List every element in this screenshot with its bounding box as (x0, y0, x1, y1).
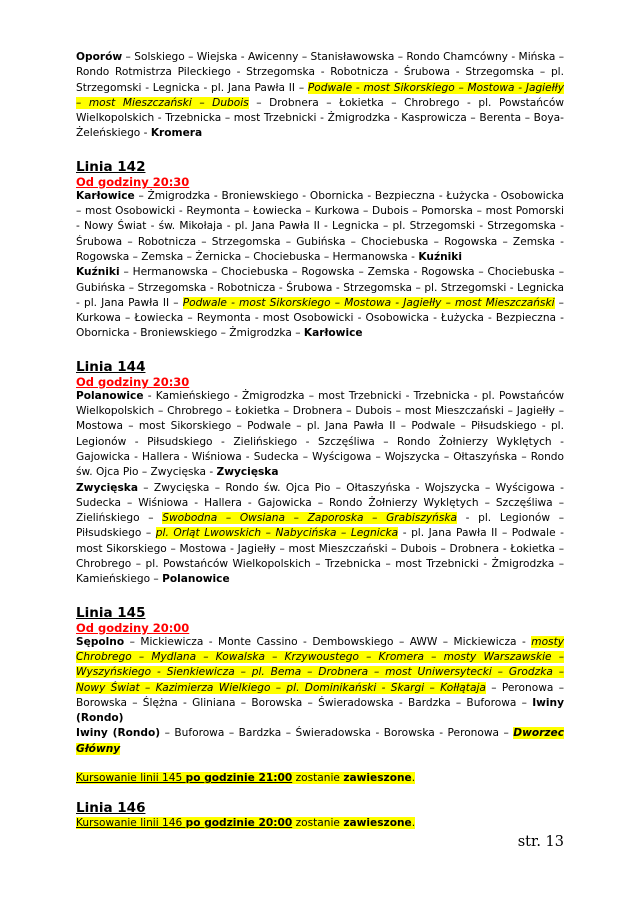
text-run: – Zwycięska – Rondo św. Ojca Pio – Ołtaszyńska - Wojszycka – Wyścigowa - Sudecka – Wiśniowa - Hallera - Gajowicka – Rondo Żołnierzy Wyklętych – Szczęśliwa – Zielińskiego – (76, 481, 564, 525)
text-run: zostanie (292, 817, 344, 830)
text-run: Oporów (76, 51, 123, 63)
route-paragraph (76, 189, 564, 265)
text-run: Polanowice (76, 389, 144, 402)
text-run: po godzinie 21:00 (185, 771, 293, 784)
text-run: Zwycięska (76, 481, 138, 494)
text-run: – Mickiewicza - Monte Cassino - Dembowskiego – AWW – Mickiewicza - (124, 635, 532, 648)
text-run: Zwycięska (216, 466, 279, 479)
line-title: Linia 144 (76, 358, 146, 375)
text-run: pl. Orląt Lwowskich – Nabycińska – Legnicka (155, 527, 399, 540)
text-run: zawieszone (343, 771, 412, 784)
text-run: – Kurkowa – Łowiecka – Reymonta - most Osobowicki - Osobowicka - Łużycka - Bezpieczna - Obornicka - Broniewskiego – Żmigrodzka – (76, 296, 564, 340)
route-paragraph (76, 50, 564, 142)
section-linia-142 (76, 159, 564, 342)
suspension-notice (76, 771, 564, 786)
text-run: Karłowice (303, 327, 363, 340)
text-run: Karłowice (76, 189, 135, 202)
section-linia-144 (76, 359, 564, 588)
suspension-notice (76, 816, 564, 831)
text-run: zostanie (292, 771, 344, 784)
text-run: Sępolno (76, 635, 125, 648)
route-paragraph (76, 265, 564, 341)
text-run: Kuźniki (418, 250, 462, 263)
text-run: Kursowanie linii 146 (76, 817, 186, 830)
text-run: - Kamieńskiego - Żmigrodzka – most Trzebnicki - Trzebnicka - pl. Powstańców Wielkopolskich – Chrobrego – Łokietka – Drobnera – Dubois – most Mieszczański – Jagiełły – Mostowa – most Sikorskiego – Podwale – pl. Jana Pawła II – Podwale – Piłsudskiego - pl. Legionów - Piłsudskiego - Zielińskiego - Szczęśliwa – Rondo Żołnierzy Wyklętych - Gajowicka - Hallera - Wiśniowa - Sudecka – Wyścigowa – Wojszycka – Ołtaszyńska – Rondo św. Ojca Pio – Zwycięska - (76, 389, 564, 479)
text-run: . (411, 817, 416, 830)
text-run: – Drobnera – Łokietka – Chrobrego - pl. Powstańców Wielkopolskich - Trzebnicka – most Trzebnicki - Żmigrodzka - Kasprowicza – Berenta – Boya-Żeleńskiego - (76, 96, 564, 140)
text-run: mosty Chrobrego – Mydlana – Kowalska – Krzywoustego – Kromera – mosty Warszawskie – Wyszyńskiego - Sienkiewicza – pl. Bema – Drobnera – most Uniwersytecki – Grodzka – Nowy Świat – Kazimierza Wielkiego – pl. Dominikański - Skargi – Kołłątaja (76, 635, 564, 694)
route-paragraph (76, 389, 564, 481)
route-paragraph (76, 726, 564, 757)
text-run: . (411, 771, 416, 784)
text-run: Swobodna – Owsiana – Zaporoska – Grabiszyńska (162, 512, 458, 525)
route-paragraph (76, 635, 564, 727)
line-title: Linia 146 (76, 800, 146, 817)
text-run: Podwale - most Sikorskiego – Mostowa - Jagiełły – most Mieszczański – Dubois (76, 81, 564, 109)
route-paragraph (76, 481, 564, 588)
text-run: zawieszone (343, 817, 412, 830)
section-top (76, 50, 564, 142)
text-run: Iwiny (Rondo) (76, 696, 564, 725)
line-title: Linia 145 (76, 604, 146, 621)
document-page (76, 50, 564, 832)
text-run: – Hermanowska – Chociebuska – Rogowska – Zemska - Rogowska – Chociebuska – Gubińska – Strzegomska - Robotnicza - Śrubowa - Strzegomska – pl. Strzegomski - Legnicka - pl. Jana Pawła II – (76, 266, 564, 309)
text-run: Iwiny (Rondo) (76, 727, 161, 740)
section-linia-146 (76, 800, 564, 831)
text-run: – Solskiego – Wiejska - Awicenny – Stanisławowska – Rondo Chamcówny - Mińska – Rondo Rotmistrza Pileckiego - Strzegomska - Robotnicza - Śrubowa - Strzegomska – pl. Strzegomski - Legnicka - pl. Jana Pawła II – (76, 51, 564, 94)
text-run: Dworzec Główny (76, 727, 564, 755)
text-run: Kromera (150, 127, 203, 140)
time-from: Od godziny 20:30 (76, 374, 190, 389)
line-title: Linia 142 (76, 158, 146, 175)
time-from: Od godziny 20:00 (76, 620, 190, 635)
text-run: – Peronowa – Borowska – Ślężna - Gliniana – Borowska – Świeradowska - Bardzka – Buforowa – (76, 681, 564, 709)
page-number: str. 13 (517, 834, 564, 850)
time-from: Od godziny 20:30 (76, 174, 190, 189)
section-linia-145 (76, 605, 564, 787)
text-run: Polanowice (162, 573, 230, 586)
text-run: Kursowanie linii 145 (76, 771, 186, 784)
text-run: – Żmigrodzka - Broniewskiego - Obornicka - Bezpieczna - Łużycka - Osobowicka – most Osobowicki - Reymonta – Łowiecka – Kurkowa – Dubois – Pomorska – most Pomorski - Nowy Świat - św. Mikołaja - pl. Jana Pawła II - Legnicka – pl. Strzegomski - Strzegomska - Śrubowa – Robotnicza – Strzegomska – Gubińska – Chociebuska – Rogowska – Zemska - Rogowska – Zemska – Żernicka – Chociebuska – Hermanowska - (76, 189, 564, 263)
text-run: - pl. Jana Pawła II – Podwale - most Sikorskiego – Mostowa - Jagiełły – most Mieszczański – Dubois – Drobnera - Łokietka – Chrobrego – pl. Powstańców Wielkopolskich – Trzebnicka – most Trzebnicki - Żmigrodzka – Kamieńskiego – (76, 527, 565, 586)
text-run: – Buforowa – Bardzka – Świeradowska - Borowska - Peronowa – (160, 727, 514, 740)
text-run: Podwale - most Sikorskiego – Mostowa - Jagiełły – most Mieszczański (182, 296, 555, 309)
text-run: - pl. Legionów – Piłsudskiego – (76, 512, 565, 540)
text-run: po godzinie 20:00 (185, 817, 293, 830)
text-run: Kuźniki (76, 266, 120, 279)
